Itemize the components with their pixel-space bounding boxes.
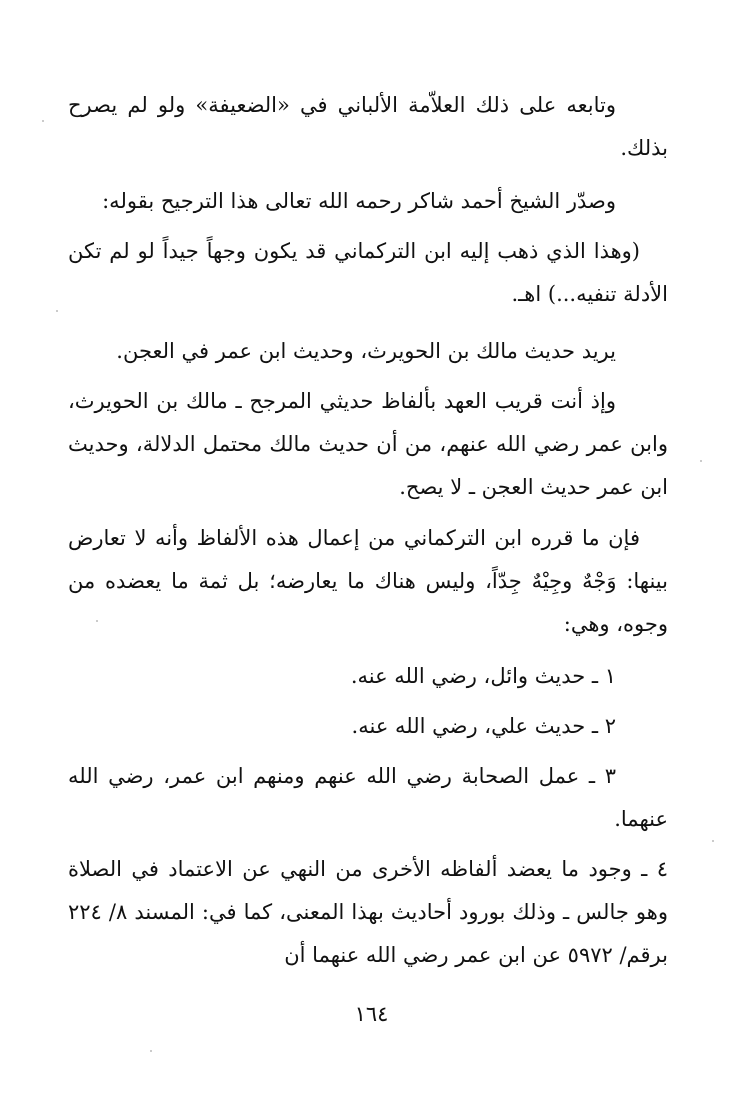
paragraph-weak-hadith: وإذ أنت قريب العهد بألفاظ حديثي المرجح ـ مالك بن الحويرث، وابن عمر رضي الله عنهم، من أن حديث مالك محتمل الدلالة، وحديث ابن عمر حديث العجن ـ لا يصح. — [68, 389, 668, 499]
scan-speck — [150, 1050, 152, 1052]
scan-speck — [56, 310, 58, 312]
list-item-2: ٢ ـ حديث علي، رضي الله عنه. — [351, 714, 616, 738]
scan-speck — [712, 840, 714, 842]
paragraph-shakir-intro: وصدّر الشيخ أحمد شاكر رحمه الله تعالى هذا الترجيح بقوله: — [102, 189, 616, 213]
paragraph-reconciliation: فإن ما قرره ابن التركماني من إعمال هذه الألفاظ وأنه لا تعارض بينها: وَجْهٌ وجِيْهٌ جِدّاً، وليس هناك ما يعارضه؛ بل ثمة ما يعضده من وجوه، وهي: — [68, 526, 668, 636]
scan-speck — [700, 460, 702, 462]
paragraph-intended-hadiths: يريد حديث مالك بن الحويرث، وحديث ابن عمر في العجن. — [116, 339, 616, 363]
scan-speck — [96, 620, 98, 622]
list-item-3: ٣ ـ عمل الصحابة رضي الله عنهم ومنهم ابن عمر، رضي الله عنهما. — [68, 764, 668, 831]
list-item-4: ٤ ـ وجود ما يعضد ألفاظه الأخرى من النهي عن الاعتماد في الصلاة وهو جالس ـ وذلك بورود أحاديث بهذا المعنى، كما في: المسند ٨/ ٢٢٤ برقم/ ٥٩٧٢ عن ابن عمر رضي الله عنهما أن — [68, 857, 668, 967]
paragraph-albani: وتابعه على ذلك العلاّمة الألباني في «الضعيفة» ولو لم يصرح بذلك. — [68, 93, 668, 160]
scan-speck — [42, 120, 44, 122]
list-item-1: ١ ـ حديث وائل، رضي الله عنه. — [350, 664, 616, 688]
page-number: ١٦٤ — [354, 1002, 389, 1026]
paragraph-shakir-quote: (وهذا الذي ذهب إليه ابن التركماني قد يكون وجهاً جيداً لو لم تكن الأدلة تنفيه...) اهـ. — [68, 239, 668, 306]
